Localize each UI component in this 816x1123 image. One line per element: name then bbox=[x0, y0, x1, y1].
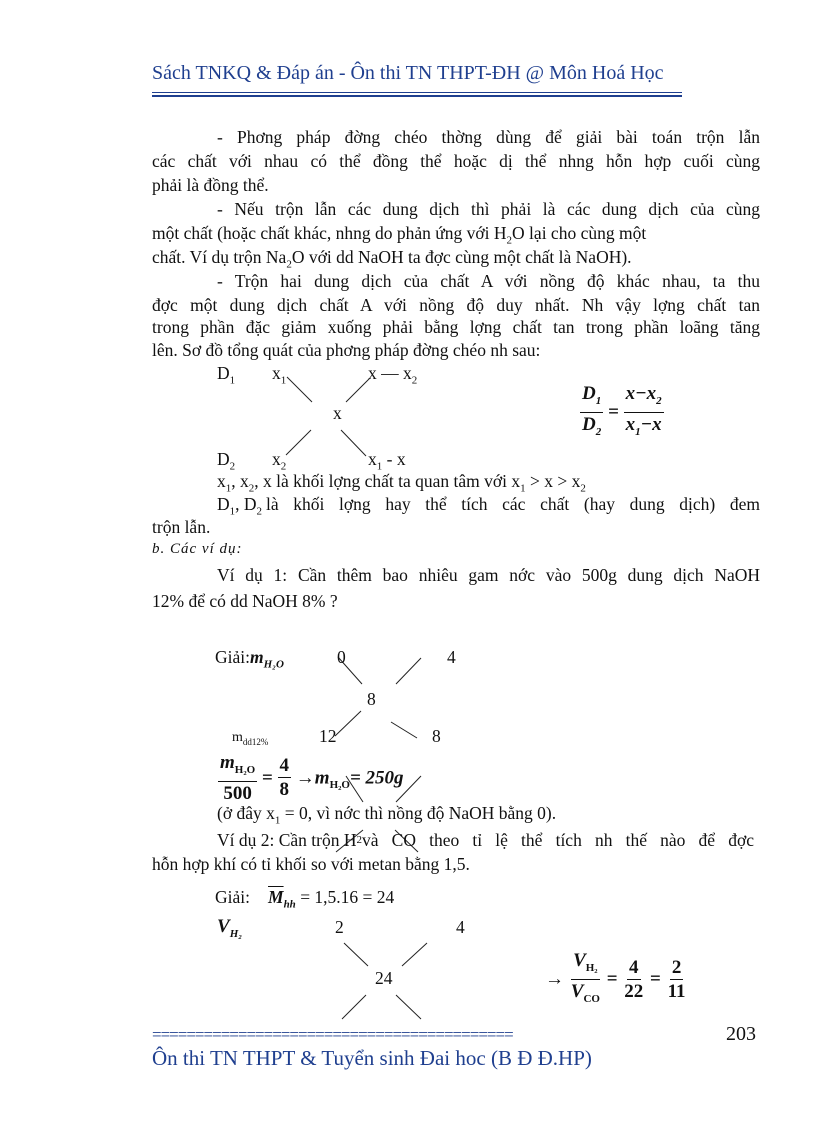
paragraph-line: - Phơng pháp đờng chéo thờng dùng để giải bài toán trộn lẫn bbox=[217, 127, 760, 147]
text: O lại cho cùng một bbox=[512, 223, 647, 243]
diagram-label: $m_{dd12\%}$ bbox=[232, 730, 269, 747]
paragraph-line: phải là đồng thể. bbox=[152, 175, 269, 195]
paragraph-line: 12% để có dd NaOH 8% ? bbox=[152, 591, 338, 611]
paragraph-line: $x_1$, $x_2$, x là khối lợng chất ta quan tâm với $x_1 > x > x_2$ bbox=[217, 471, 586, 495]
diagram-value: 0 bbox=[337, 647, 346, 667]
diagram-x1: $x_1$ bbox=[272, 363, 287, 387]
solution-label: $Giải:m_{H_2O}$ bbox=[215, 647, 284, 671]
diagram-value: 8 bbox=[367, 689, 376, 709]
result-formula: $\frac{m_{H_2O}}{500}$ = $\frac{4}{8}$ $\to m_{H_2O}= 250g$ bbox=[220, 752, 404, 804]
subscript: 2 bbox=[286, 258, 292, 271]
paragraph-line: $D_1$, $D_2$ là khối lợng hay thể tích các chất (hay dung dịch) đem bbox=[217, 494, 760, 518]
paragraph-line: Ví dụ 1: Cần thêm bao nhiêu gam nớc vào 500g dung dịch NaOH bbox=[217, 565, 760, 585]
diagram-value: 4 bbox=[447, 647, 456, 667]
diagram-d1: $D_1$ bbox=[217, 363, 236, 387]
paragraph-line: - Nếu trộn lẫn các dung dịch thì phải là các dung dịch của cùng bbox=[217, 199, 760, 219]
ratio-formula: $\frac{D_1}{D_2}$ = $\frac{x-x_2}{x_1-x}$ bbox=[582, 383, 662, 438]
diagram-x-minus-x2: x — $x_2$ bbox=[368, 363, 418, 387]
text: chất. Ví dụ trộn Na bbox=[152, 247, 287, 267]
diagram-label: $V_{H_2}$ bbox=[217, 916, 243, 940]
diagram-d2: $D_2$ bbox=[217, 449, 236, 473]
text: một chất (hoặc chất khác, nhng do phản ứng với H bbox=[152, 223, 507, 243]
diagram-x: x bbox=[333, 403, 342, 423]
diagram-value: 24 bbox=[375, 968, 393, 988]
diagram-value: 12 bbox=[319, 726, 337, 746]
diagram-value: 8 bbox=[432, 726, 441, 746]
section-heading: b. Các ví dụ: bbox=[152, 541, 243, 557]
solution-label: Giải: $\overline{M}_{hh} = 1,5.16 = 24$ bbox=[215, 887, 395, 911]
subscript: 2 bbox=[506, 234, 513, 247]
paragraph-line: trong phần đặc giảm xuống phải bằng lợng chất tan trong phần loãng tăng bbox=[152, 317, 760, 337]
paragraph-line: các chất với nhau có thể đồng thể hoặc dị thể nhng hỗn hợp cuối cùng bbox=[152, 151, 760, 171]
page-header-title: Sách TNKQ & Đáp án - Ôn thi TN THPT-ĐH @ Môn Hoá Học bbox=[152, 62, 664, 84]
paragraph-line: Ví dụ 2: Cần trộn H 2 và CO theo tỉ lệ thể tích nh thế nào để đợc bbox=[217, 830, 754, 850]
diagram-value: 4 bbox=[456, 917, 465, 937]
paragraph-line: lên. Sơ đồ tổng quát của phơng pháp đờng chéo nh sau: bbox=[152, 340, 541, 360]
paragraph-line: hỗn hợp khí có tỉ khối so với metan bằng 1,5. bbox=[152, 854, 470, 874]
result-formula: → $\frac{V_{H_2}}{V_{CO}}$ = $\frac{4}{22}$ = $\frac{2}{11}$ bbox=[545, 950, 686, 1005]
text: O với dd NaOH ta đợc cùng một chất là NaOH). bbox=[291, 247, 632, 267]
page-number: 203 bbox=[726, 1023, 756, 1045]
paragraph-line: - Trộn hai dung dịch của chất A với nồng độ khác nhau, ta thu bbox=[217, 271, 760, 291]
diagram-x2: $x_2$ bbox=[272, 449, 287, 473]
paragraph-line: (ở đây $x_1 = 0$, vì nớc thì nồng độ NaOH bằng 0). bbox=[217, 803, 557, 827]
footer-rule: ========================================== bbox=[152, 1025, 513, 1044]
footer-text: Ôn thi TN THPT & Tuyển sinh Đai hoc (B Đ Đ.HP) bbox=[152, 1046, 592, 1070]
diagram-x1-minus-x: $x_1$ - x bbox=[368, 449, 406, 473]
diagram-value: 2 bbox=[335, 917, 344, 937]
paragraph-line: đợc một dung dịch chất A với nồng độ duy nhất. Nh vậy lợng chất tan bbox=[152, 295, 760, 315]
paragraph-line: trộn lẫn. bbox=[152, 517, 211, 537]
